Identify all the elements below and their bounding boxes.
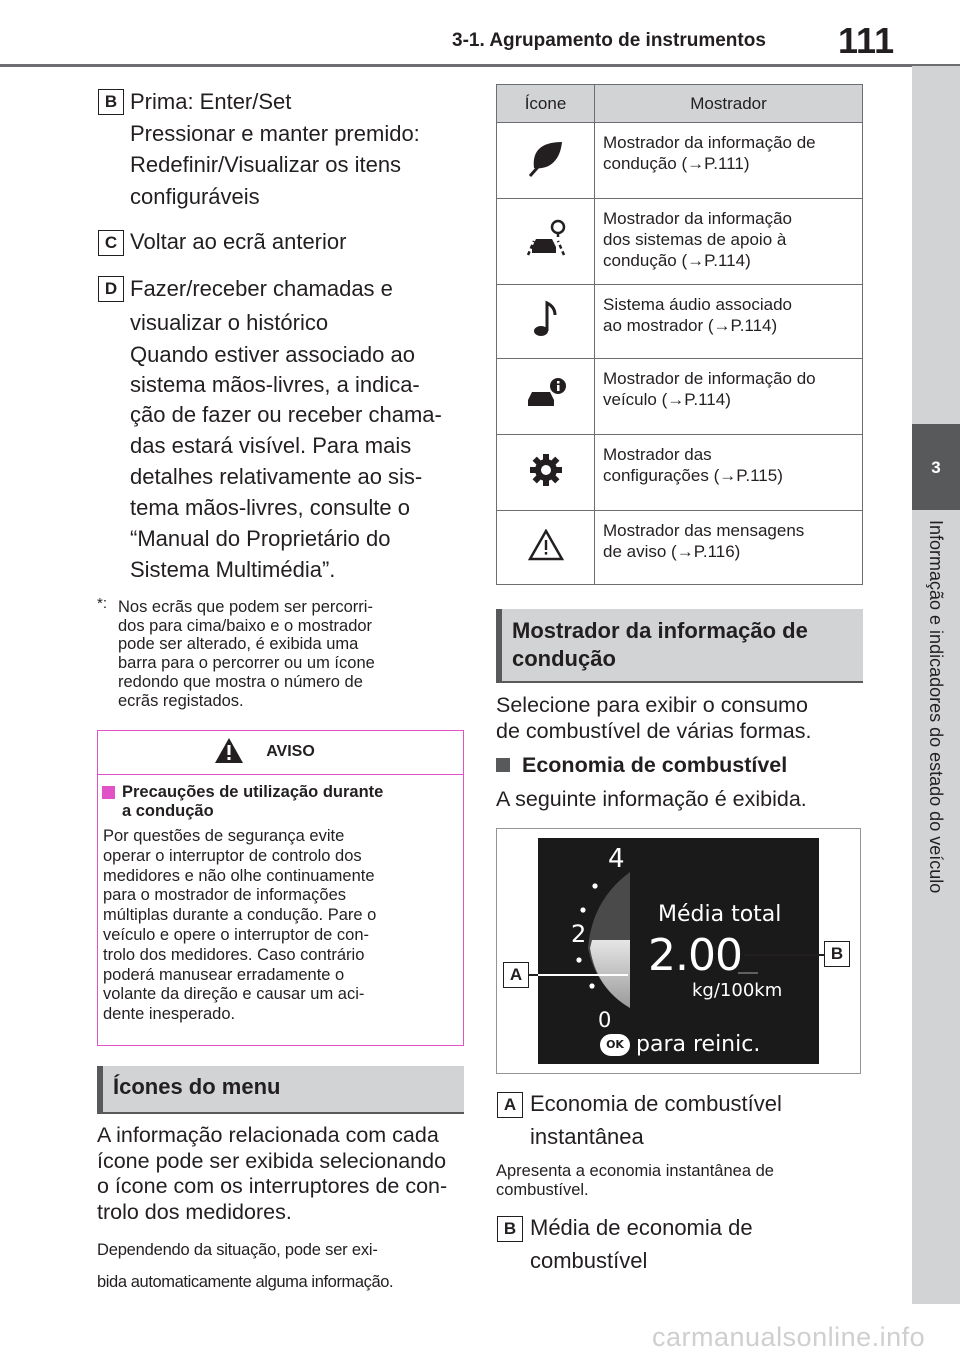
driving-info-intro [496, 692, 811, 744]
heading-line: Mostrador da informação de [512, 618, 808, 643]
menu-body-line: A informação relacionada com cada [97, 1123, 439, 1147]
table-cell-icon [497, 123, 595, 199]
table-cell-icon [497, 359, 595, 435]
desc-a-note [496, 1162, 774, 1199]
leaf-icon [526, 138, 566, 178]
callout-b-leader [744, 947, 824, 967]
heading-line: condução [512, 646, 616, 671]
footnote-marker: *: [97, 595, 108, 612]
warning-body [103, 827, 458, 1025]
scale-mid-label: 2 [571, 920, 587, 948]
warning-triangle-icon [214, 737, 244, 764]
menu-body-line: ícone pode ser exibida selecionando [97, 1148, 447, 1173]
item-d-line-9: “Manual do Proprietário do [130, 526, 391, 551]
table-text-line: de aviso (→P.116) [603, 542, 741, 561]
warning-line: veículo e opere o interruptor de con- [103, 925, 369, 944]
average-label: Média total [658, 902, 782, 927]
desc-note-line: Apresenta a economia instantânea de [496, 1162, 774, 1180]
item-d-line-3: Quando estiver associado ao [130, 341, 415, 367]
desc-b-line-1: Média de economia de [530, 1215, 753, 1240]
table-row [497, 285, 863, 359]
desc-a-line-1: Economia de combustível [530, 1091, 782, 1116]
warning-line: Por questões de segurança evite [103, 827, 345, 845]
table-cell-icon [497, 435, 595, 511]
table-text-line: condução (→P.114) [603, 251, 751, 270]
table-text-line: veículo (→P.114) [603, 390, 731, 409]
icon-table [496, 84, 863, 585]
intro-line: Selecione para exibir o consumo [496, 693, 808, 717]
letter-box-b: B [98, 89, 124, 115]
warning-line: trolo dos medidores. Caso contrário [103, 945, 365, 964]
side-tab-label: Informação e indicadores do estado do veículo [926, 520, 946, 894]
subheading-text: A seguinte informação é exibida. [496, 787, 807, 811]
desc-b-line-2: combustível [530, 1248, 648, 1273]
footnote-line: Nos ecrãs que podem ser percorri- [118, 598, 373, 616]
letter-box-d: D [98, 276, 124, 302]
menu-body-line: trolo dos medidores. [97, 1200, 292, 1225]
ok-button-icon: OK [600, 1034, 630, 1056]
menu-note-line: Dependendo da situação, pode ser exi- [97, 1241, 378, 1259]
watermark: carmanualsonline.info [652, 1322, 926, 1352]
table-cell-text [595, 511, 863, 585]
side-tab-chapter: 3 [912, 424, 960, 510]
table-text-line: Mostrador das mensagens [603, 521, 805, 540]
warning-line: operar o interruptor de controlo dos [103, 846, 362, 865]
menu-section-body [97, 1123, 447, 1226]
driving-info-rule [496, 681, 863, 683]
footnote-line: redondo que mostra o número de [118, 672, 363, 691]
item-d-line-4: sistema mãos-livres, a indica- [130, 371, 420, 397]
table-text-line: Sistema áudio associado [603, 295, 793, 314]
scale-bottom-label: 0 [598, 1008, 612, 1032]
section-title: 3-1. Agrupamento de instrumentos [452, 30, 766, 51]
warning-bullet [102, 786, 115, 799]
page-number: 111 [838, 20, 895, 61]
table-header-display: Mostrador [595, 85, 863, 123]
warning-line: para o mostrador de informações [103, 886, 347, 905]
warning-line: dente inesperado. [103, 1005, 236, 1024]
item-b-line-4: configuráveis [130, 183, 260, 209]
item-d-line-8: tema mãos-livres, consulte o [130, 495, 410, 520]
header-rule [0, 64, 960, 67]
intro-line: de combustível de várias formas. [496, 719, 812, 743]
item-b-line-2: Pressionar e manter premido: [130, 120, 420, 146]
table-text-line: ao mostrador (→P.114) [603, 316, 778, 335]
menu-section-note [97, 1234, 393, 1298]
gear-icon [528, 452, 564, 488]
table-text-line: configurações (→P.115) [603, 466, 783, 485]
menu-section-heading: Ícones do menu [97, 1066, 464, 1112]
side-tab-upper [912, 66, 960, 424]
letter-box-a: A [497, 1092, 523, 1118]
driving-info-heading [496, 609, 863, 681]
item-c-line-1: Voltar ao ecrã anterior [130, 229, 347, 254]
warning-line: poderá manusear erradamente o [103, 965, 345, 984]
footnote-line: barra para o percorrer ou um ícone [118, 654, 375, 673]
desc-a-line-2: instantânea [530, 1124, 644, 1149]
callout-a-leader [528, 930, 648, 990]
item-d-line-5: ção de fazer ou receber chama- [130, 401, 442, 427]
table-row [497, 199, 863, 285]
table-text-line: condução (→P.111) [603, 154, 750, 173]
item-d-line-10: Sistema Multimédia”. [130, 557, 336, 582]
table-header-icon: Ícone [497, 85, 595, 123]
table-row [497, 359, 863, 435]
warning-line: volante da direção e causar um aci- [103, 985, 365, 1004]
driving-assist-icon [524, 219, 568, 259]
warning-title: AVISO [266, 743, 315, 760]
table-cell-icon [497, 199, 595, 285]
average-value: 2.00 [648, 930, 742, 981]
warning-line: medidores e não olhe continuamente [103, 866, 375, 885]
table-cell-text [595, 123, 863, 199]
scale-top-label: 4 [608, 844, 625, 874]
footnote-text [118, 598, 375, 710]
table-cell-icon [497, 511, 595, 585]
menu-body-line: o ícone com os interruptores de con- [97, 1174, 448, 1199]
table-row [497, 511, 863, 585]
item-d-line-2: visualizar o histórico [130, 310, 329, 335]
table-cell-icon [497, 285, 595, 359]
table-text-line: Mostrador de informação do [603, 369, 816, 388]
table-text-line: dos sistemas de apoio à [603, 230, 787, 249]
callout-a: A [503, 962, 529, 988]
warning-line: múltiplas durante a condução. Pare o [103, 906, 377, 925]
warning-triangle-icon [528, 529, 564, 561]
item-d-line-6: das estará visível. Para mais [130, 432, 412, 458]
table-row [497, 435, 863, 511]
table-text-line: Mostrador das [603, 445, 712, 464]
music-note-icon [531, 299, 561, 339]
table-cell-text [595, 435, 863, 511]
table-cell-text [595, 199, 863, 285]
table-row [497, 123, 863, 199]
warning-subtitle-line: a condução [122, 802, 214, 820]
subheading: Economia de combustível [522, 753, 788, 777]
letter-box-c: C [98, 230, 124, 256]
warning-subtitle [122, 783, 383, 821]
gauge-dot [580, 907, 585, 912]
footnote-line: ecrãs registados. [118, 691, 244, 710]
table-cell-text [595, 359, 863, 435]
reset-text: para reinic. [636, 1032, 761, 1057]
subheading-bullet [496, 758, 510, 772]
menu-note-line: bida automaticamente alguma informação. [97, 1273, 394, 1291]
warning-box [97, 730, 464, 1046]
item-b-line-1: Prima: Enter/Set [130, 89, 292, 114]
item-d-line-7: detalhes relativamente ao sis- [130, 463, 423, 489]
footnote-line: dos para cima/baixo e o mostrador [118, 616, 373, 635]
unit-label: kg/100km [692, 980, 783, 1001]
table-text-line: Mostrador da informação de [603, 133, 816, 152]
footnote-line: pode ser alterado, é exibida uma [118, 635, 359, 654]
menu-section-rule [97, 1112, 464, 1114]
vehicle-info-icon [524, 376, 568, 412]
item-d-line-1: Fazer/receber chamadas e [130, 276, 393, 301]
warning-subtitle-line: Precauções de utilização durante [122, 783, 384, 801]
gauge-dot [592, 883, 597, 888]
table-text-line: Mostrador da informação [603, 209, 792, 228]
desc-note-line: combustível. [496, 1180, 589, 1199]
letter-box-b-desc: B [497, 1216, 523, 1242]
warning-header [98, 731, 463, 775]
callout-b: B [824, 941, 850, 967]
table-cell-text [595, 285, 863, 359]
item-b-line-3: Redefinir/Visualizar os itens [130, 152, 402, 177]
